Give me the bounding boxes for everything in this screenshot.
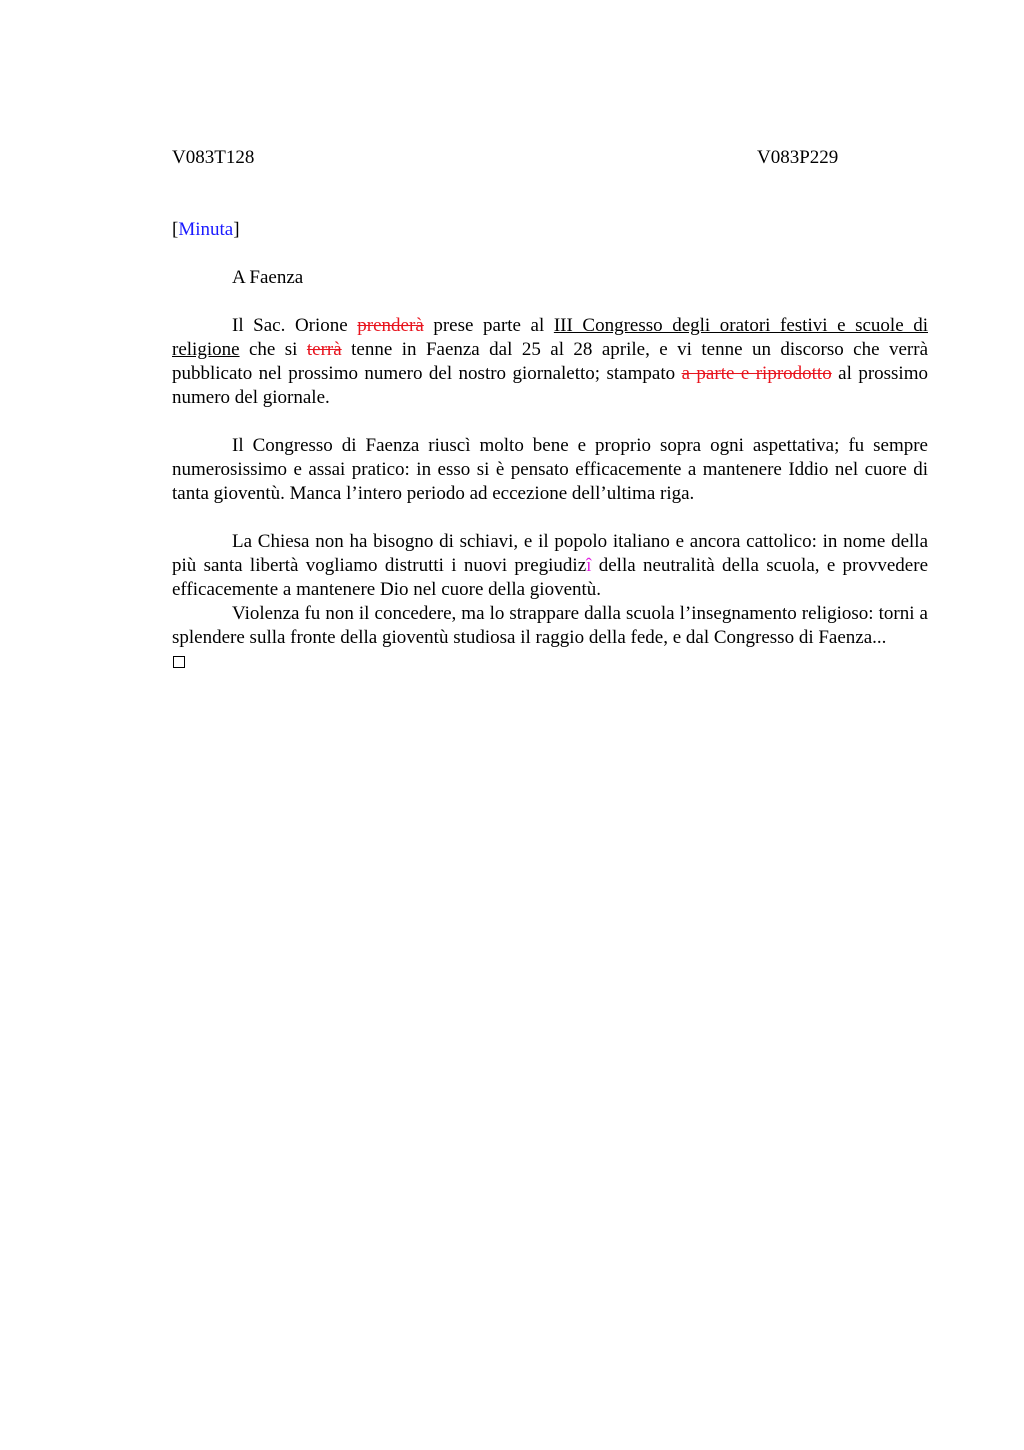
label-open-bracket: [ bbox=[172, 219, 179, 240]
label-text: Minuta bbox=[178, 219, 234, 240]
p1-underlined-title: III Congresso degli oratori festivi e scuole di religione bbox=[172, 315, 928, 360]
p1-deletion-2: terrà bbox=[306, 339, 342, 360]
document-code-right: V083P229 bbox=[757, 147, 839, 168]
paragraph-1 bbox=[172, 314, 928, 410]
p1-text-5: al prossimo numero del giornale. bbox=[172, 363, 928, 408]
p3-editorial-mark: î bbox=[586, 555, 592, 576]
p3-text-2: della neutralità della scuola, e provvedere efficacemente a mantenere Dio nel cuore della gioventù. bbox=[172, 555, 929, 600]
label-close-bracket: ] bbox=[233, 219, 240, 240]
document-header bbox=[172, 146, 928, 170]
p1-text-3: che si bbox=[239, 339, 307, 360]
p1-deletion-1: prenderà bbox=[357, 315, 424, 336]
document-code-left: V083T128 bbox=[172, 147, 255, 168]
p1-text-2: prese parte al bbox=[423, 315, 554, 336]
destination-line: A Faenza bbox=[232, 267, 304, 288]
p1-text-4: tenne in Faenza dal 25 al 28 aprile, e vi tenne un discorso che verrà pubblicato nel prossimo numero del nostro giornaletto; stampato bbox=[172, 339, 928, 384]
p1-deletion-3: a parte e riprodotto bbox=[681, 363, 832, 384]
document-type-label bbox=[172, 218, 928, 242]
p1-text-1: Il Sac. Orione bbox=[232, 315, 358, 336]
paragraph-3 bbox=[172, 530, 928, 602]
document-page bbox=[172, 146, 928, 668]
paragraph-4: Violenza fu non il concedere, ma lo strappare dalla scuola l’insegnamento religioso: torni a splendere sulla fronte della gioventù studiosa il raggio della fede, e dal Congresso di Faenza... bbox=[172, 603, 928, 648]
end-of-document-box-icon bbox=[173, 656, 185, 668]
paragraph-2: Il Congresso di Faenza riuscì molto bene e proprio sopra ogni aspettativa; fu sempre numerosissimo e assai pratico: in esso si è pensato efficacemente a mantenere Iddio nel cuore di tanta gioventù. Manca l’intero periodo ad eccezione dell’ultima riga. bbox=[172, 435, 928, 504]
p3-text-1: La Chiesa non ha bisogno di schiavi, e il popolo italiano e ancora cattolico: in nome della più santa libertà vogliamo distrutti i nuovi pregiudiz bbox=[172, 531, 928, 576]
